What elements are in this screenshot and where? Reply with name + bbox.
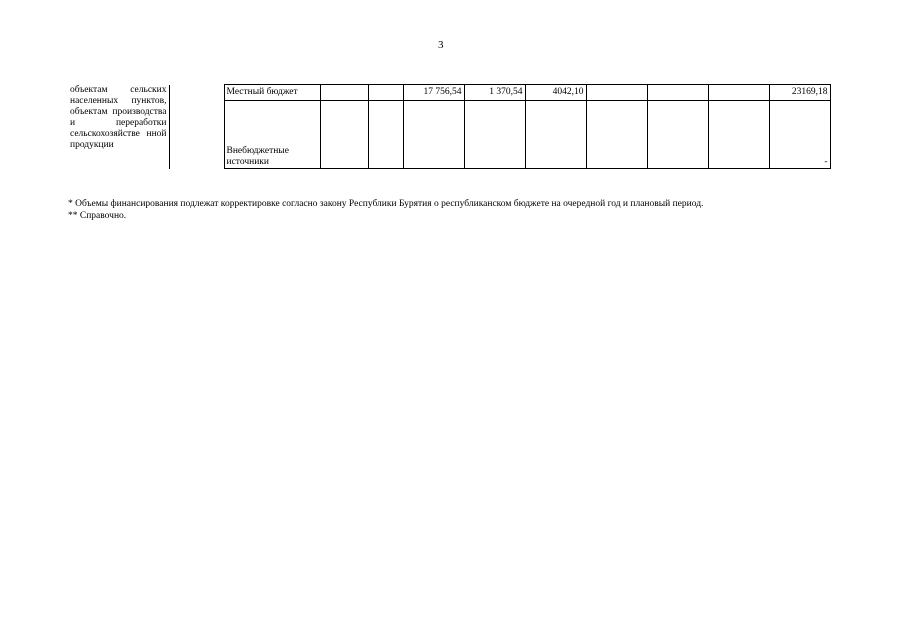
table-cell: 4042,10: [525, 85, 586, 101]
footnotes: [68, 198, 703, 222]
funding-source-cell: Внебюджетные источники: [224, 101, 320, 169]
footnote-reference: ** Справочно.: [68, 211, 127, 221]
table-cell: [403, 101, 464, 169]
table-cell: [647, 101, 708, 169]
table-cell: [368, 101, 403, 169]
table-cell: [586, 85, 647, 101]
total-cell: -: [769, 101, 830, 169]
table-cell: [708, 101, 769, 169]
responsible-cell: [169, 85, 224, 169]
measure-name-cell: объектам сельских населенных пунктов, объектам производства и переработки сельскохозяйстве нной продукции: [68, 85, 169, 169]
total-cell: 23169,18: [769, 85, 830, 101]
funding-source-cell: Местный бюджет: [224, 85, 320, 101]
table-cell: [368, 85, 403, 101]
table-cell: [647, 85, 708, 101]
table-row: [68, 85, 830, 101]
page-number: 3: [438, 39, 444, 51]
table-cell: 1 370,54: [464, 85, 525, 101]
table-cell: [708, 85, 769, 101]
table-cell: 17 756,54: [403, 85, 464, 101]
footnote-funding-adjustment: * Объемы финансирования подлежат корректировке согласно закону Республики Бурятия о республиканском бюджете на очередной год и плановый период.: [68, 199, 704, 209]
table-cell: [525, 101, 586, 169]
table-cell: [320, 85, 368, 101]
table-cell: [320, 101, 368, 169]
financing-table: [68, 84, 831, 169]
table-cell: [464, 101, 525, 169]
table-cell: [586, 101, 647, 169]
